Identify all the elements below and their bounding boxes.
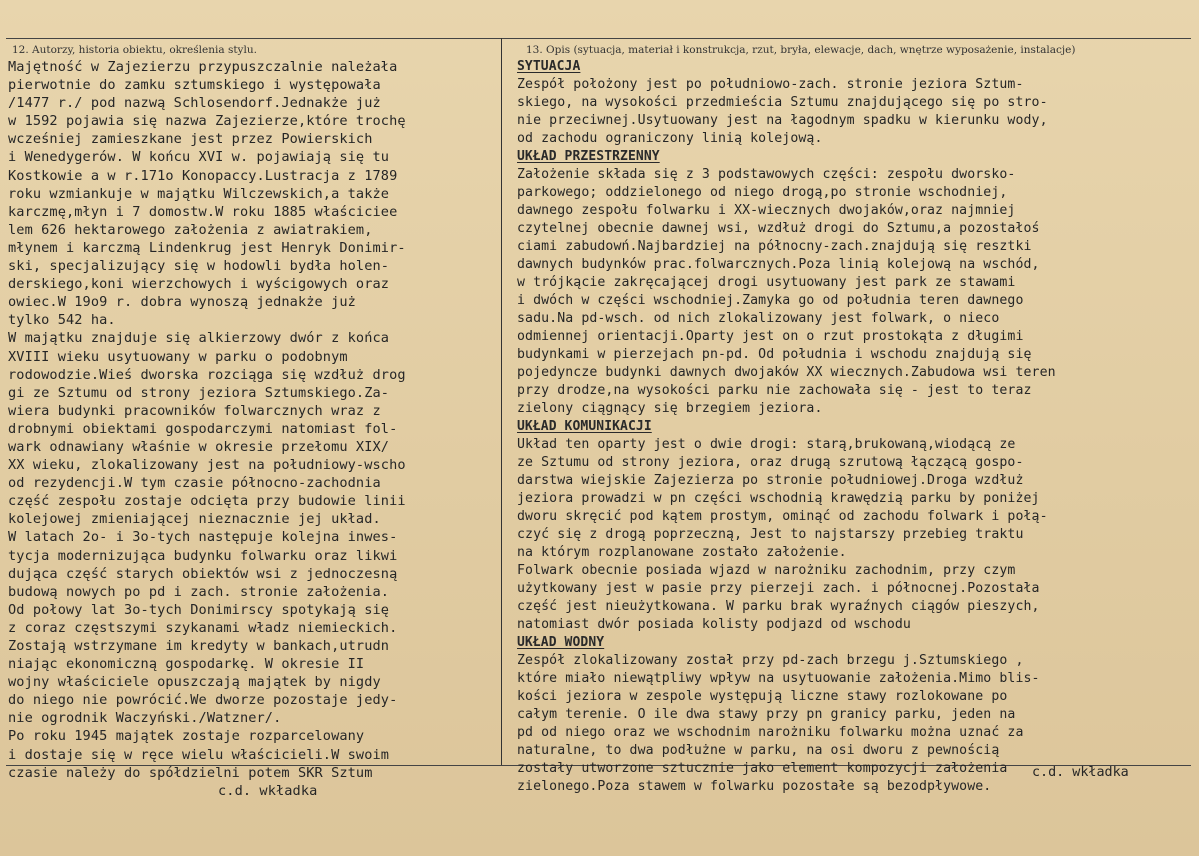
description-text-line: zielony ciągnący się brzegiem jeziora. [517, 401, 823, 416]
history-column [8, 58, 498, 800]
description-text-line: zielonego.Poza stawem w folwarku pozostałe są bezodpływowe. [517, 779, 992, 794]
description-text-line: na którym rozplanowane zostało założenie. [517, 545, 847, 560]
top-rule [6, 38, 1191, 39]
description-text-line: czyć się z drogą poprzeczną, Jest to najstarszy przebieg traktu [517, 527, 1024, 542]
right-continuation-note: c.d. wkładka [1032, 765, 1129, 780]
section-heading: SYTUACJA [517, 59, 581, 74]
history-text-line: roku wzmiankuje w majątku Wilczewskich,a także [8, 185, 390, 202]
history-text-line: wiera budynki pracowników folwarcznych wraz z [8, 402, 381, 419]
history-text-line: od rezydencji.W tym czasie północno-zachodnia [8, 475, 381, 492]
history-text-line: czasie należy do spółdzielni potem SKR Sztum [8, 764, 373, 781]
section-heading-line [517, 634, 1193, 652]
description-text-line: Zespół położony jest po południowo-zach. stronie jeziora Sztum- [517, 77, 1024, 92]
history-text-line: i dostaje się w ręce wielu właścicieli.W swoim [8, 746, 390, 763]
history-text-line: karczmę,młyn i 7 domostw.W roku 1885 właściciee [8, 203, 398, 220]
history-text-line: młynem i karczmą Lindenkrug jest Henryk Donimir- [8, 239, 406, 256]
description-text-line: które miało niewątpliwy wpływ na usytuowanie założenia.Mimo blis- [517, 671, 1040, 686]
history-text-line: derskiego,koni wierzchowych i wyścigowych oraz [8, 276, 390, 293]
section-heading: UKŁAD PRZESTRZENNY [517, 149, 660, 164]
description-text-line: i dwóch w części wschodniej.Zamyka go od południa teren dawnego [517, 293, 1024, 308]
history-text-line: Kostkowie a w r.171o Konopaccy.Lustracja z 1789 [8, 167, 398, 184]
history-text-line: gi ze Sztumu od strony jeziora Sztumskiego.Za- [8, 384, 390, 401]
history-text-line: lem 626 hektarowego założenia z awiatrakiem, [8, 221, 373, 238]
left-continuation-note: c.d. wkładka [218, 782, 318, 799]
description-text-line: część jest nieużytkowana. W parku brak wyraźnych ciągów pieszych, [517, 599, 1040, 614]
history-text-line: z coraz częstszymi szykanami władz niemieckich. [8, 619, 398, 636]
section-heading-line [517, 418, 1193, 436]
description-text-line: użytkowany jest w pasie przy pierzeji zach. i północnej.Pozostała [517, 581, 1040, 596]
history-text-line: część zespołu zostaje odcięta przy budowie linii [8, 493, 406, 510]
left-column-heading: 12. Autorzy, historia obiektu, określenia stylu. [12, 44, 257, 56]
history-text-line: kolejowej zmieniającej nieznacznie jej układ. [8, 511, 381, 528]
description-text-line: parkowego; oddzielonego od niego drogą,po stronie wschodniej, [517, 185, 1008, 200]
history-text-line: Majętność w Zajezierzu przypuszczalnie należała [8, 59, 398, 75]
description-text-line: darstwa wiejskie Zajezierza po stronie południowej.Droga wzdłuż [517, 473, 1024, 488]
history-text-line: drobnymi obiektami gospodarczymi natomiast fol- [8, 420, 398, 437]
description-text-line: budynkami w pierzejach pn-pd. Od południa i wschodu znajdują się [517, 347, 1032, 362]
history-text-line: nie ogrodnik Waczyński./Watzner/. [8, 710, 282, 727]
description-text-line: Założenie składa się z 3 podstawowych części: zespołu dworsko- [517, 167, 1016, 182]
description-text-line: odmiennej orientacji.Oparty jest on o rzut prostokąta z długimi [517, 329, 1024, 344]
description-text-line: sadu.Na pd-wsch. od nich zlokalizowany jest folwark, o nieco [517, 311, 1000, 326]
history-text-line: dująca część starych obiektów wsi z jednoczesną [8, 565, 398, 582]
history-text-line: niając ekonomiczną gospodarkę. W okresie II [8, 656, 365, 673]
section-heading-line [517, 58, 1193, 76]
description-text-line: jeziora prowadzi w pn części wschodnią krawędzią parku by poniżej [517, 491, 1040, 506]
description-text-line: skiego, na wysokości przedmieścia Sztumu znajdującego się po stro- [517, 95, 1048, 110]
history-text-line: ski, specjalizujący się w hodowli bydła holen- [8, 258, 390, 275]
history-text-line: owiec.W 19o9 r. dobra wynoszą jednakże już [8, 294, 356, 311]
history-text-line: Po roku 1945 majątek zostaje rozparcelowany [8, 728, 365, 745]
description-text-line: natomiast dwór posiada kolisty podjazd od wschodu [517, 617, 911, 632]
description-text-line: w trójkącie zakręcającej drogi usytuowany jest park ze stawami [517, 275, 1016, 290]
history-text-line: wojny właściciele opuszczają majątek by nigdy [8, 674, 381, 691]
description-text-line: Układ ten oparty jest o dwie drogi: starą,brukowaną,wiodącą ze [517, 437, 1016, 452]
right-column-heading: 13. Opis (sytuacja, materiał i konstrukcja, rzut, bryła, elewacje, dach, wnętrze wyposażenie, instalacje) [526, 44, 1076, 56]
description-text-line: dawnych budynków prac.folwarcznych.Poza linią kolejową na wschód, [517, 257, 1040, 272]
description-text-line: całym terenie. O ile dwa stawy przy pn granicy parku, jeden na [517, 707, 1016, 722]
description-text-line: naturalne, to dwa podłużne w parku, na osi dworu z pewnością [517, 743, 1000, 758]
history-text-line: W majątku znajduje się alkierzowy dwór z końca [8, 330, 390, 347]
history-text-line: do niego nie powrócić.We dworze pozostaje jedy- [8, 692, 398, 709]
description-text-line: Folwark obecnie posiada wjazd w narożniku zachodnim, przy czym [517, 563, 1016, 578]
description-text-line: pd od niego oraz we wschodnim narożniku folwarku można uznać za [517, 725, 1024, 740]
history-text-line: tycja modernizująca budynku folwarku oraz likwi [8, 547, 398, 564]
history-text-line: budową nowych po pd i zach. stronie założenia. [8, 583, 390, 600]
description-text-line: dawnego zespołu folwarku i XX-wiecznych dwojaków,oraz najmniej [517, 203, 1016, 218]
description-text-line: ciami zabudowń.Najbardziej na północny-zach.znajdują się resztki [517, 239, 1032, 254]
history-text-line: Zostają wstrzymane im kredyty w bankach,utrudn [8, 638, 390, 654]
history-text-line: XX wieku, zlokalizowany jest na południowy-wscho [8, 457, 406, 474]
description-text-line: ze Sztumu od strony jeziora, oraz drugą szrutową łączącą gospo- [517, 455, 1024, 470]
history-text-line: wcześniej zamieszkane jest przez Powierskich [8, 131, 373, 148]
history-text-line: Od połowy lat 3o-tych Donimirscy spotykają się [8, 601, 390, 618]
description-column [517, 58, 1193, 796]
history-text-line: tylko 542 ha. [8, 312, 116, 329]
description-text-line: przy drodze,na wysokości parku nie zachowała się - jest to teraz [517, 383, 1032, 398]
description-text-line: zostały utworzone sztucznie jako element kompozycji założenia [517, 761, 1008, 776]
history-text-line: w 1592 pojawia się nazwa Zajezierze,które trochę [8, 113, 406, 130]
section-heading: UKŁAD WODNY [517, 635, 605, 650]
column-divider [501, 38, 502, 765]
description-text-line: czytelnej obecnie dawnej wsi, wzdłuż drogi do Sztumu,a pozostałoś [517, 221, 1040, 236]
section-heading-line [517, 148, 1193, 166]
history-text-line: i Wenedygerów. W końcu XVI w. pojawiają się tu [8, 149, 390, 166]
description-text-line: kości jeziora w zespole występują liczne stawy rozlokowane po [517, 689, 1008, 704]
description-text-line: Zespół zlokalizowany został przy pd-zach brzegu j.Sztumskiego , [517, 653, 1024, 668]
description-text-line: pojedyncze budynki dawnych dwojaków XX wiecznych.Zabudowa wsi teren [517, 365, 1056, 380]
history-text-line: rodowodzie.Wieś dworska rozciąga się wzdłuż drog [8, 366, 406, 383]
description-text-line: dworu skręcić pod kątem prostym, ominąć od zachodu folwark i połą- [517, 509, 1048, 524]
history-text-line: W latach 2o- i 3o-tych następuje kolejna inwes- [8, 529, 398, 546]
description-text-line: od zachodu ograniczony linią kolejową. [517, 131, 823, 146]
history-text-line: XVIII wieku usytuowany w parku o podobnym [8, 348, 348, 365]
history-text-line: wark odnawiany właśnie w okresie przełomu XIX/ [8, 438, 390, 455]
history-text-line: pierwotnie do zamku sztumskiego i występowała [8, 77, 381, 94]
section-heading: UKŁAD KOMUNIKACJI [517, 419, 652, 434]
description-text-line: nie przeciwnej.Usytuowany jest na łagodnym spadku w kierunku wody, [517, 113, 1048, 128]
history-text-line: /1477 r./ pod nazwą Schlosendorf.Jednakże już [8, 95, 381, 112]
